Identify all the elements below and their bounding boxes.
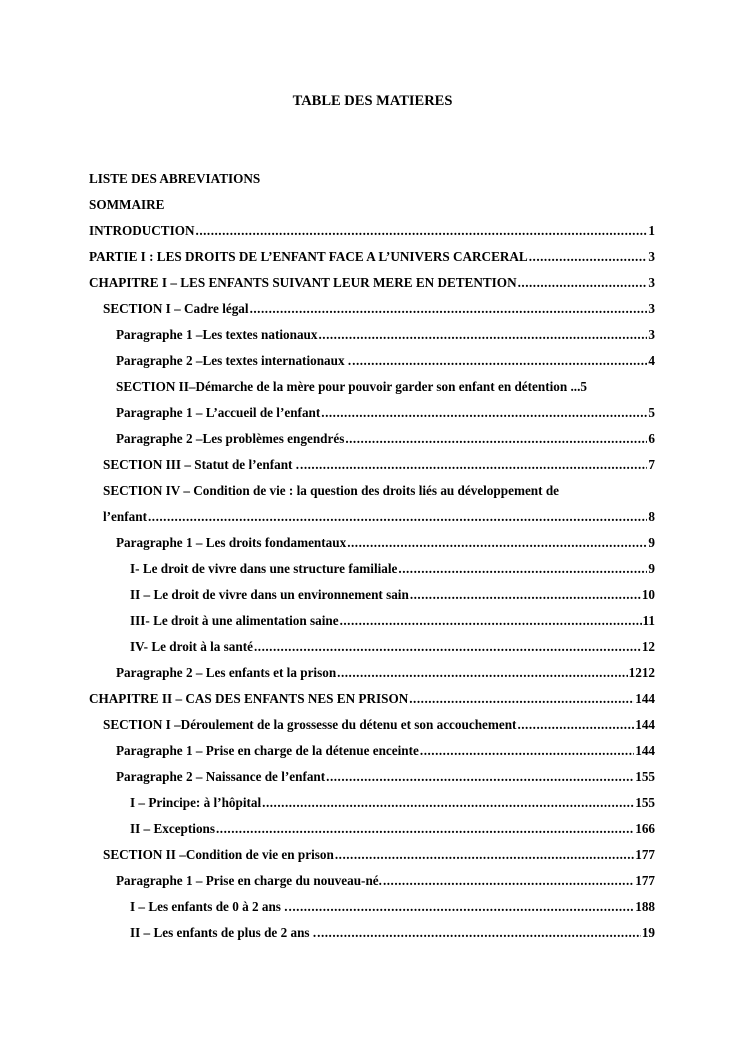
toc-entry-text: Paragraphe 1 – Les droits fondamentaux [116, 535, 347, 550]
page-title: TABLE DES MATIERES [292, 93, 453, 109]
toc-entry-text: INTRODUCTION [89, 223, 195, 238]
toc-entry[interactable] [89, 895, 655, 921]
table-of-contents [89, 167, 655, 947]
toc-entry[interactable] [89, 869, 655, 895]
toc-page-number: 8 [648, 509, 655, 524]
dot-leader [196, 219, 648, 243]
toc-page-number: 177 [635, 847, 655, 862]
dot-leader [529, 245, 648, 269]
dot-leader [337, 661, 627, 685]
dot-leader [340, 609, 642, 633]
dot-leader [409, 687, 634, 711]
toc-entry[interactable] [89, 505, 655, 531]
toc-entry[interactable] [89, 271, 655, 297]
toc-entry-text: SOMMAIRE [89, 197, 165, 212]
toc-entry[interactable] [89, 557, 655, 583]
dot-leader [518, 271, 648, 295]
toc-entry[interactable] [89, 349, 655, 375]
toc-entry[interactable] [89, 921, 655, 947]
toc-page-number: 1212 [628, 665, 655, 680]
toc-entry-text: Paragraphe 2 –Les textes internationaux . [116, 353, 352, 368]
toc-entry[interactable] [89, 323, 655, 349]
dot-leader [326, 765, 634, 789]
toc-page-number: 3 [648, 275, 655, 290]
toc-page-number: 3 [648, 249, 655, 264]
toc-entry[interactable] [89, 791, 655, 817]
dot-leader [318, 323, 647, 347]
toc-entry-text: SECTION II–Démarche de la mère pour pouvoir garder son enfant en détention ...5 [116, 379, 587, 394]
toc-entry-text: Paragraphe 2 – Les enfants et la prison [116, 665, 337, 680]
toc-entry-text: SECTION III – Statut de l’enfant . [103, 457, 300, 472]
dot-leader [420, 739, 634, 763]
toc-entry-text: SECTION II –Condition de vie en prison [103, 847, 334, 862]
toc-entry[interactable] [89, 817, 655, 843]
dot-leader [289, 895, 635, 919]
toc-entry-text: SECTION I –Déroulement de la grossesse du détenu et son accouchement [103, 717, 517, 732]
toc-entry[interactable] [89, 245, 655, 271]
toc-page-number: 155 [635, 795, 655, 810]
dot-leader [410, 583, 641, 607]
toc-entry[interactable] [89, 661, 655, 687]
dot-leader [300, 453, 647, 477]
dot-leader [254, 635, 641, 659]
toc-entry-text: Paragraphe 1 – Prise en charge de la détenue enceinte [116, 743, 419, 758]
toc-entry-text: I – Principe: à l’hôpital [130, 795, 262, 810]
toc-entry[interactable] [89, 635, 655, 661]
dot-leader [148, 505, 647, 529]
toc-entry-text: IV- Le droit à la santé [130, 639, 253, 654]
dot-leader [335, 843, 634, 867]
toc-entry-text: l’enfant [103, 509, 147, 524]
toc-entry[interactable] [89, 739, 655, 765]
toc-page-number: 7 [648, 457, 655, 472]
toc-entry[interactable] [89, 453, 655, 479]
dot-leader [347, 531, 647, 555]
toc-page-number: 5 [648, 405, 655, 420]
toc-entry-text: CHAPITRE I – LES ENFANTS SUIVANT LEUR MERE EN DETENTION [89, 275, 517, 290]
toc-page-number: 19 [641, 925, 655, 940]
toc-entry[interactable] [89, 531, 655, 557]
toc-entry-text: SECTION I – Cadre légal [103, 301, 249, 316]
toc-entry[interactable] [89, 297, 655, 323]
toc-page-number: 9 [648, 561, 655, 576]
toc-page-number: 3 [648, 327, 655, 342]
toc-entry-text: SECTION IV – Condition de vie : la question des droits liés au développement de [103, 483, 560, 498]
dot-leader [250, 297, 648, 321]
toc-entry[interactable] [89, 167, 655, 193]
toc-entry[interactable] [89, 401, 655, 427]
toc-page-number: 4 [648, 353, 655, 368]
toc-entry-text: II – Les enfants de plus de 2 ans . [130, 925, 317, 940]
toc-page-number: 10 [641, 587, 655, 602]
toc-entry[interactable] [89, 427, 655, 453]
toc-entry-text: Paragraphe 1 – L’accueil de l’enfant [116, 405, 321, 420]
toc-page-number: 3 [648, 301, 655, 316]
toc-entry[interactable] [89, 609, 655, 635]
dot-leader [517, 713, 634, 737]
toc-entry-text: II – Exceptions [130, 821, 215, 836]
dot-leader [317, 921, 641, 945]
toc-page-number: 1 [648, 223, 655, 238]
toc-entry-text: Paragraphe 2 –Les problèmes engendrés [116, 431, 345, 446]
toc-page-number: 11 [642, 613, 655, 628]
toc-page-number: 155 [635, 769, 655, 784]
toc-page-number: 166 [635, 821, 655, 836]
toc-entry[interactable] [89, 687, 655, 713]
toc-entry-text: III- Le droit à une alimentation saine [130, 613, 339, 628]
toc-page-number: 144 [635, 743, 655, 758]
toc-entry-text: Paragraphe 2 – Naissance de l’enfant [116, 769, 326, 784]
toc-page-number: 6 [648, 431, 655, 446]
toc-entry-text: PARTIE I : LES DROITS DE L’ENFANT FACE A L’UNIVERS CARCERAL [89, 249, 528, 264]
toc-page-number: 188 [635, 899, 655, 914]
toc-entry-text: CHAPITRE II – CAS DES ENFANTS NES EN PRISON [89, 691, 409, 706]
toc-entry-text: I- Le droit de vivre dans une structure familiale [130, 561, 398, 576]
toc-entry[interactable] [89, 765, 655, 791]
toc-page-number: 144 [635, 717, 655, 732]
dot-leader [216, 817, 634, 841]
toc-entry-text: II – Le droit de vivre dans un environnement sain [130, 587, 409, 602]
toc-entry[interactable] [89, 375, 655, 401]
dot-leader [262, 791, 634, 815]
toc-entry-text: I – Les enfants de 0 à 2 ans . [130, 899, 288, 914]
toc-entry[interactable] [89, 583, 655, 609]
toc-page-number: 9 [648, 535, 655, 550]
toc-entry-text: Paragraphe 1 –Les textes nationaux [116, 327, 318, 342]
toc-entry-text: LISTE DES ABREVIATIONS [89, 171, 261, 186]
toc-entry[interactable] [89, 193, 655, 219]
dot-leader [345, 427, 647, 451]
toc-page-number: 12 [641, 639, 655, 654]
toc-page-number: 177 [635, 873, 655, 888]
toc-entry-text: Paragraphe 1 – Prise en charge du nouveau-né. [116, 873, 382, 888]
toc-entry[interactable] [89, 713, 655, 739]
toc-entry[interactable] [89, 219, 655, 245]
dot-leader [352, 349, 647, 373]
dot-leader [321, 401, 647, 425]
dot-leader [383, 869, 634, 893]
toc-entry[interactable] [89, 479, 655, 505]
toc-entry[interactable] [89, 843, 655, 869]
dot-leader [398, 557, 647, 581]
toc-page-number: 144 [635, 691, 655, 706]
